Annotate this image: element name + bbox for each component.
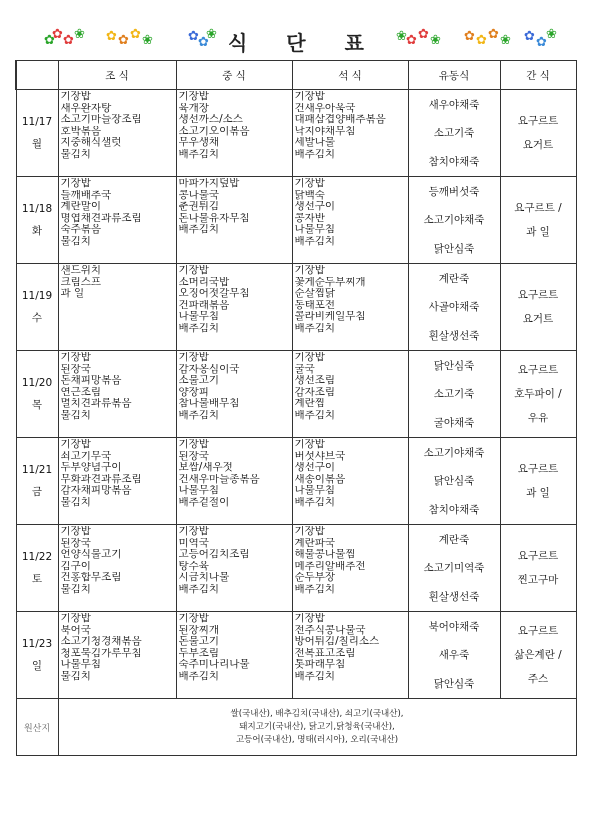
flower-icon: ❀	[500, 33, 511, 48]
menu-item: 톳파래무침	[294, 659, 346, 670]
menu-table	[15, 60, 577, 756]
menu-item: 기장밥	[178, 91, 209, 102]
date-label: 11/20	[21, 377, 53, 389]
header-row	[16, 61, 576, 90]
day-row	[16, 351, 576, 438]
header-cell: 석 식	[292, 61, 408, 90]
menu-item: 건홍합무조림	[60, 572, 122, 583]
flower-icon: ✿	[188, 29, 199, 44]
menu-item: 춘권튀김	[178, 201, 220, 212]
menu-item: 호박볶음	[60, 125, 102, 137]
snack-item: 주스	[527, 673, 549, 685]
menu-item: 기장밥	[294, 352, 325, 363]
snack-item: 삶은계란 /	[514, 649, 562, 661]
snack-item: 요구르트	[517, 115, 559, 127]
header-cell: 중 식	[176, 61, 292, 90]
breakfast-cell	[58, 177, 176, 264]
menu-item: 배추김치	[294, 583, 336, 595]
snack-item: 요구르트 /	[514, 202, 562, 214]
date-cell	[16, 90, 58, 177]
day-row	[16, 177, 576, 264]
flower-icon: ✿	[464, 29, 475, 44]
menu-item: 명엽채견과류조림	[60, 212, 142, 224]
menu-item: 배추김치	[178, 224, 220, 235]
menu-item: 된장국	[60, 363, 91, 375]
dinner-cell	[292, 351, 408, 438]
lunch-cell	[176, 264, 292, 351]
menu-item: 생선구이	[294, 462, 336, 473]
lunch-cell	[176, 90, 292, 177]
date-cell	[16, 177, 58, 264]
flower-icon: ✿	[536, 35, 547, 50]
menu-item: 순두부장	[294, 572, 336, 583]
origin-label: 원산지	[16, 699, 58, 756]
lunch-cell	[176, 351, 292, 438]
page-title: 식 단 표	[228, 31, 380, 55]
flower-icon: ✿	[106, 29, 117, 44]
menu-item: 계란찜	[294, 398, 325, 409]
menu-item: 새우완자탕	[60, 102, 112, 114]
liquid-item: 사골야채죽	[428, 301, 480, 314]
menu-item: 배추김치	[178, 670, 220, 682]
day-row	[16, 525, 576, 612]
menu-item: 나물무침	[60, 659, 102, 670]
menu-item: 기장밥	[178, 613, 209, 624]
snack-cell	[500, 351, 576, 438]
menu-item: 건파래볶음	[178, 299, 230, 311]
menu-item: 나물무침	[178, 485, 220, 496]
menu-item: 기장밥	[60, 439, 91, 450]
menu-item: 소고기마늘장조림	[60, 114, 142, 125]
menu-item: 두부양념구이	[60, 462, 122, 473]
menu-item: 마파가지덮밥	[178, 178, 240, 189]
breakfast-cell	[58, 351, 176, 438]
liquid-item: 소고기죽	[433, 127, 475, 140]
menu-item: 낙지야채무침	[294, 125, 356, 137]
menu-item: 생선까스/소스	[178, 114, 243, 125]
flower-icon: ❀	[142, 33, 153, 48]
flower-icon: ✿	[524, 29, 535, 44]
liquid-item: 새우야채죽	[428, 98, 480, 111]
liquid-cell	[408, 90, 500, 177]
date-label: 11/22	[21, 551, 53, 563]
menu-item: 버섯샤브국	[294, 450, 346, 462]
menu-item: 미역국	[178, 537, 209, 549]
lunch-cell	[176, 612, 292, 699]
menu-item: 기장밥	[60, 526, 91, 537]
flower-icon: ❀	[206, 27, 217, 42]
menu-item: 꽃게순두부찌개	[294, 276, 366, 288]
menu-item: 숙주미나리나물	[178, 659, 250, 670]
date-label: 11/17	[21, 116, 53, 128]
menu-item: 전주식콩나물국	[294, 624, 366, 636]
flower-icon: ✿	[406, 33, 417, 48]
liquid-item: 계란죽	[438, 272, 470, 285]
menu-item: 콜라비케일무침	[294, 311, 366, 322]
liquid-cell	[408, 438, 500, 525]
menu-item: 과 일	[60, 288, 85, 299]
flower-icon: ✿	[130, 27, 141, 42]
day-row	[16, 264, 576, 351]
menu-item: 기장밥	[294, 526, 325, 537]
menu-item: 육개장	[178, 102, 209, 114]
breakfast-cell	[58, 525, 176, 612]
snack-item: 우유	[527, 412, 549, 424]
menu-item: 시금치나물	[178, 572, 230, 583]
menu-item: 소불고기	[178, 375, 220, 386]
menu-item: 기장밥	[60, 613, 91, 624]
flower-icon: ✿	[488, 27, 499, 42]
menu-item: 배추김치	[294, 235, 336, 247]
snack-item: 요구르트	[517, 625, 559, 637]
menu-item: 크림스프	[60, 276, 102, 288]
snack-cell	[500, 90, 576, 177]
menu-item: 청포묵김가루무침	[60, 647, 142, 659]
date-label: 11/18	[21, 203, 53, 215]
menu-item: 닭백숙	[294, 189, 325, 201]
menu-item: 배추김치	[178, 409, 220, 421]
flower-icon: ❀	[74, 27, 85, 42]
menu-item: 건새우아욱국	[294, 102, 356, 114]
origin-line: 쌀(국내산), 배추김치(국내산), 쇠고기(국내산),	[230, 708, 404, 719]
menu-item: 세발나물	[294, 137, 336, 148]
liquid-cell	[408, 351, 500, 438]
menu-item: 두부조림	[178, 647, 220, 659]
menu-item: 기장밥	[60, 91, 91, 102]
menu-item: 된장찌개	[178, 624, 220, 636]
menu-item: 기장밥	[294, 91, 325, 102]
menu-item: 나물무침	[294, 224, 336, 235]
weekday-label: 토	[31, 573, 43, 585]
date-cell	[16, 525, 58, 612]
menu-item: 숙주볶음	[60, 224, 102, 235]
menu-item: 배추김치	[178, 583, 220, 595]
menu-item: 물김치	[60, 409, 91, 421]
weekday-label: 수	[31, 312, 43, 324]
menu-item: 배추김치	[294, 148, 336, 160]
liquid-item: 흰살생선죽	[428, 591, 480, 604]
liquid-cell	[408, 264, 500, 351]
flower-icon: ✿	[418, 27, 429, 42]
menu-item: 기장밥	[294, 613, 325, 624]
menu-item: 소고기오이볶음	[178, 125, 250, 137]
snack-item: 요거트	[522, 139, 554, 151]
weekday-label: 월	[31, 138, 43, 150]
menu-item: 들깨배추국	[60, 189, 112, 201]
menu-item: 물김치	[60, 235, 91, 247]
menu-item: 소머리국밥	[178, 276, 230, 288]
snack-item: 요구르트	[517, 289, 559, 301]
lunch-cell	[176, 525, 292, 612]
liquid-item: 소고기야채죽	[423, 214, 485, 227]
menu-item: 참나물배무침	[178, 398, 240, 409]
flower-icon: ✿	[63, 33, 74, 48]
liquid-item: 등깨버섯죽	[428, 185, 480, 198]
menu-item: 물김치	[60, 148, 91, 160]
menu-item: 콩나물국	[178, 189, 220, 201]
dinner-cell	[292, 264, 408, 351]
origin-text	[58, 699, 576, 756]
liquid-item: 닭안심죽	[433, 678, 475, 691]
menu-item: 순살찜닭	[294, 288, 336, 299]
menu-item: 탕수육	[178, 560, 209, 572]
menu-item: 오징어젓갈무침	[178, 288, 250, 299]
date-cell	[16, 438, 58, 525]
dinner-cell	[292, 525, 408, 612]
flower-icon: ❀	[396, 29, 407, 44]
liquid-item: 닭안심죽	[433, 475, 475, 488]
menu-item: 대패삼겹양배추볶음	[294, 114, 386, 125]
header-cell: 조 식	[58, 61, 176, 90]
breakfast-cell	[58, 438, 176, 525]
menu-item: 기장밥	[178, 352, 209, 363]
menu-item: 기장밥	[178, 265, 209, 276]
menu-item: 연근조림	[60, 386, 102, 398]
menu-item: 건새우마늘종볶음	[178, 473, 260, 485]
menu-item: 동태포전	[294, 299, 336, 311]
weekday-label: 금	[31, 486, 43, 498]
menu-item: 물김치	[60, 670, 91, 682]
snack-cell	[500, 177, 576, 264]
liquid-item: 닭안심죽	[433, 243, 475, 256]
liquid-item: 소고기미역죽	[423, 562, 485, 575]
menu-item: 배추김치	[178, 322, 220, 334]
menu-item: 고등어김치조림	[178, 549, 250, 560]
header-cell: 간 식	[500, 61, 576, 90]
menu-item: 계란파국	[294, 537, 336, 549]
weekday-label: 화	[31, 225, 43, 237]
snack-cell	[500, 525, 576, 612]
liquid-item: 흰살생선죽	[428, 330, 480, 343]
menu-item: 기장밥	[294, 178, 325, 189]
day-row	[16, 438, 576, 525]
liquid-item: 닭안심죽	[433, 359, 475, 372]
menu-item: 돈채피망볶음	[60, 375, 122, 386]
snack-item: 요구르트	[517, 550, 559, 562]
liquid-cell	[408, 525, 500, 612]
liquid-item: 소고기죽	[433, 388, 475, 401]
flower-icon: ✿	[476, 33, 487, 48]
snack-cell	[500, 264, 576, 351]
flower-icon: ❀	[430, 33, 441, 48]
weekday-label: 일	[31, 660, 43, 672]
menu-item: 기장밥	[294, 439, 325, 450]
date-cell	[16, 264, 58, 351]
menu-item: 멸치견과류볶음	[60, 398, 132, 409]
menu-item: 돈불고기	[178, 636, 220, 647]
menu-item: 생선조림	[294, 375, 336, 386]
menu-item: 배추김치	[178, 148, 220, 160]
flower-icon: ✿	[198, 35, 209, 50]
menu-item: 굴국	[294, 363, 315, 375]
flower-icon: ✿	[118, 33, 129, 48]
menu-item: 배추김치	[294, 409, 336, 421]
menu-item: 감자채피망볶음	[60, 485, 132, 496]
origin-line: 돼지고기(국내산), 닭고기,닭청육(국내산),	[239, 721, 395, 732]
dinner-cell	[292, 90, 408, 177]
menu-item: 지중해식샐럿	[60, 137, 122, 148]
weekday-label: 목	[31, 399, 43, 411]
menu-item: 무우생채	[178, 137, 220, 148]
flower-icon: ❀	[546, 27, 557, 42]
origin-line: 고등어(국내산), 명태(러시아), 오리(국내산)	[235, 734, 399, 745]
lunch-cell	[176, 177, 292, 264]
date-label: 11/19	[21, 290, 53, 302]
menu-item: 기장밥	[60, 178, 91, 189]
menu-item: 언양식불고기	[60, 549, 122, 560]
date-cell	[16, 351, 58, 438]
liquid-cell	[408, 612, 500, 699]
liquid-item: 계란죽	[438, 533, 470, 546]
liquid-item: 참치야채죽	[428, 156, 480, 169]
menu-item: 감자옹심이국	[178, 363, 240, 375]
menu-item: 된장국	[60, 537, 91, 549]
menu-item: 소고기청경채볶음	[60, 636, 142, 647]
liquid-item: 북어야채죽	[428, 620, 480, 633]
menu-item: 기장밥	[60, 352, 91, 363]
menu-item: 전복표고조림	[294, 647, 356, 659]
snack-item: 요구르트	[517, 463, 559, 475]
day-row	[16, 90, 576, 177]
snack-item: 과 일	[526, 487, 550, 499]
menu-item: 물김치	[60, 583, 91, 595]
menu-item: 나물무침	[294, 485, 336, 496]
snack-item: 요구르트	[517, 364, 559, 376]
flower-icon: ✿	[44, 33, 55, 48]
date-label: 11/23	[21, 638, 53, 650]
menu-item: 계란말이	[60, 201, 102, 212]
liquid-item: 참치야채죽	[428, 504, 480, 517]
liquid-item: 소고기야채죽	[423, 446, 485, 459]
menu-item: 북어국	[60, 624, 91, 636]
snack-cell	[500, 612, 576, 699]
menu-item: 기장밥	[178, 526, 209, 537]
date-cell	[16, 612, 58, 699]
breakfast-cell	[58, 264, 176, 351]
menu-item: 생선구이	[294, 201, 336, 212]
header	[0, 0, 590, 58]
snack-item: 찐고구마	[517, 574, 559, 586]
breakfast-cell	[58, 90, 176, 177]
menu-item: 방어튀김/칠리소스	[294, 636, 380, 647]
menu-item: 샌드위치	[60, 265, 102, 276]
breakfast-cell	[58, 612, 176, 699]
menu-item: 감자조림	[294, 386, 336, 398]
menu-item: 콩자반	[294, 212, 325, 224]
date-label: 11/21	[21, 464, 53, 476]
liquid-item: 굴야채죽	[433, 417, 475, 430]
snack-cell	[500, 438, 576, 525]
menu-item: 기장밥	[294, 265, 325, 276]
snack-item: 요거트	[522, 313, 554, 325]
menu-item: 기장밥	[178, 439, 209, 450]
origin-row	[16, 699, 576, 756]
lunch-cell	[176, 438, 292, 525]
menu-item: 무화과견과류조림	[60, 473, 142, 485]
dinner-cell	[292, 438, 408, 525]
menu-item: 배추겉절이	[178, 496, 230, 508]
menu-item: 돈나물유자무침	[178, 212, 250, 224]
menu-item: 배추김치	[294, 670, 336, 682]
menu-item: 된장국	[178, 450, 209, 462]
menu-item: 양장피	[178, 386, 209, 398]
header-cell	[16, 61, 58, 90]
flower-icon: ✿	[52, 27, 63, 42]
menu-item: 쇠고기무국	[60, 450, 112, 462]
liquid-item: 새우죽	[438, 649, 470, 662]
menu-item: 배추김치	[294, 322, 336, 334]
menu-item: 배추김치	[294, 496, 336, 508]
snack-item: 호두파이 /	[514, 388, 562, 400]
header-cell: 유동식	[408, 61, 500, 90]
menu-item: 해물콩나물찜	[294, 549, 356, 560]
menu-item: 보쌈/새우젓	[178, 462, 233, 473]
day-row	[16, 612, 576, 699]
liquid-cell	[408, 177, 500, 264]
menu-item: 나물무침	[178, 311, 220, 322]
menu-item: 김구이	[60, 560, 91, 572]
dinner-cell	[292, 177, 408, 264]
menu-item: 물김치	[60, 496, 91, 508]
dinner-cell	[292, 612, 408, 699]
menu-item: 메추리알배추전	[294, 560, 366, 572]
snack-item: 과 일	[526, 226, 550, 238]
menu-item: 새송이볶음	[294, 473, 346, 485]
